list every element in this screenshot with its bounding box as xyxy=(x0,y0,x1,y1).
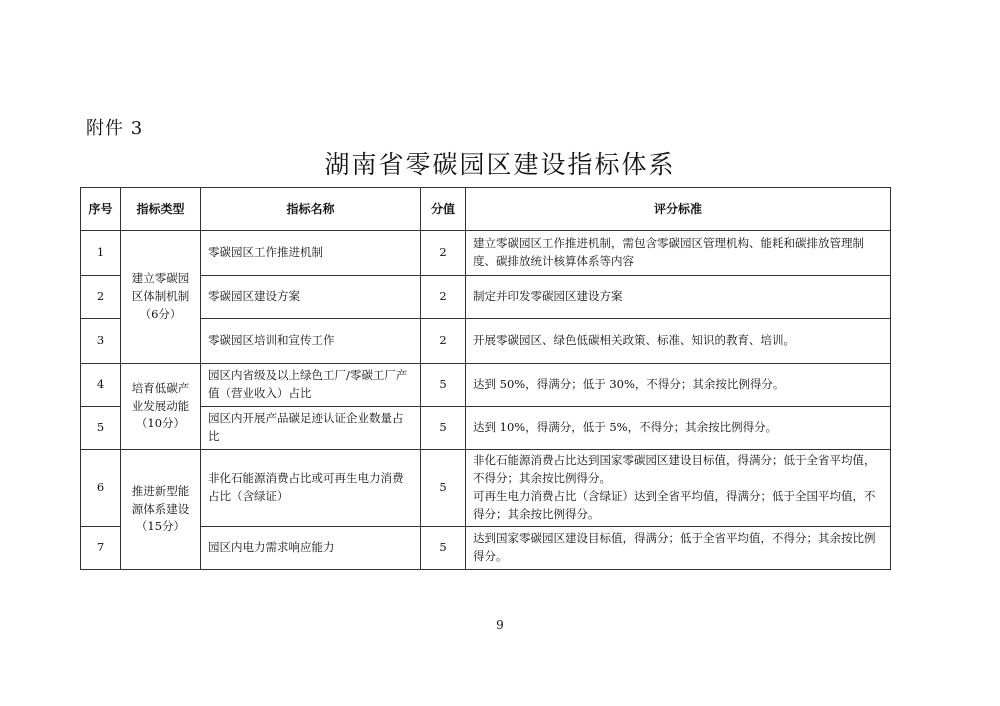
header-type: 指标类型 xyxy=(121,188,201,231)
row-no: 2 xyxy=(81,276,121,319)
document-title: 湖南省零碳园区建设指标体系 xyxy=(324,150,676,179)
table-row xyxy=(81,407,891,450)
score-value: 2 xyxy=(421,319,466,364)
score-value: 2 xyxy=(421,231,466,276)
table-row xyxy=(81,527,891,570)
criteria-text: 制定并印发零碳园区建设方案 xyxy=(466,276,891,319)
score-value: 5 xyxy=(421,450,466,527)
indicator-name: 园区内开展产品碳足迹认证企业数量占比 xyxy=(201,407,421,450)
row-no: 1 xyxy=(81,231,121,276)
criteria-text: 非化石能源消费占比达到国家零碳园区建设目标值，得满分；低于全省平均值，不得分；其余按比例得分。 xyxy=(473,453,876,486)
score-value: 5 xyxy=(421,407,466,450)
header-no: 序号 xyxy=(81,188,121,231)
criteria-text: 达到 10%，得满分，低于 5%，不得分；其余按比例得分。 xyxy=(466,407,891,450)
indicator-name: 零碳园区建设方案 xyxy=(201,276,421,319)
criteria-text: 开展零碳园区、绿色低碳相关政策、标准、知识的教育、培训。 xyxy=(466,319,891,364)
table-header-row xyxy=(81,188,891,231)
criteria-text: 建立零碳园区工作推进机制，需包含零碳园区管理机构、能耗和碳排放管理制度、碳排放统计核算体系等内容 xyxy=(466,231,891,276)
indicator-name: 园区内电力需求响应能力 xyxy=(201,527,421,570)
row-no: 3 xyxy=(81,319,121,364)
table-row xyxy=(81,276,891,319)
table-row xyxy=(81,450,891,527)
row-no: 6 xyxy=(81,450,121,527)
indicator-name: 零碳园区培训和宣传工作 xyxy=(201,319,421,364)
score-value: 5 xyxy=(421,364,466,407)
score-value: 5 xyxy=(421,527,466,570)
criteria-cell xyxy=(466,450,891,527)
attachment-label: 附件 3 xyxy=(86,118,144,139)
indicator-table xyxy=(80,187,891,570)
score-value: 2 xyxy=(421,276,466,319)
indicator-name: 零碳园区工作推进机制 xyxy=(201,231,421,276)
header-name: 指标名称 xyxy=(201,188,421,231)
table-row xyxy=(81,231,891,276)
criteria-text: 达到 50%，得满分；低于 30%，不得分；其余按比例得分。 xyxy=(466,364,891,407)
indicator-type-cell: 培育低碳产业发展动能（10分） xyxy=(121,364,201,450)
indicator-name: 园区内省级及以上绿色工厂/零碳工厂产值（营业收入）占比 xyxy=(201,364,421,407)
row-no: 7 xyxy=(81,527,121,570)
row-no: 4 xyxy=(81,364,121,407)
indicator-type-cell: 推进新型能源体系建设（15分） xyxy=(121,450,201,570)
row-no: 5 xyxy=(81,407,121,450)
criteria-text: 达到国家零碳园区建设目标值，得满分；低于全省平均值，不得分；其余按比例得分。 xyxy=(466,527,891,570)
indicator-name: 非化石能源消费占比或可再生电力消费占比（含绿证） xyxy=(201,450,421,527)
header-criteria: 评分标准 xyxy=(466,188,891,231)
criteria-text-secondary: 可再生电力消费占比（含绿证）达到全省平均值，得满分；低于全国平均值，不得分；其余按比例得分。 xyxy=(473,489,876,521)
table-row xyxy=(81,364,891,407)
header-score: 分值 xyxy=(421,188,466,231)
indicator-type-cell: 建立零碳园区体制机制（6分） xyxy=(121,231,201,364)
page-number: 9 xyxy=(496,618,504,632)
table-row xyxy=(81,319,891,364)
